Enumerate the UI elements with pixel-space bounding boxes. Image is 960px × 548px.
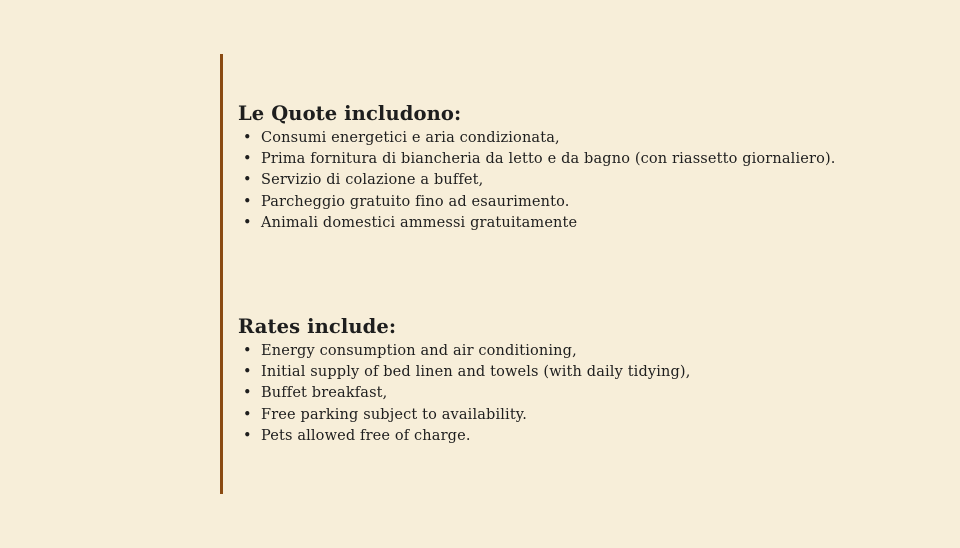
bullet-icon: •: [243, 406, 252, 423]
list-item-text: Initial supply of bed linen and towels (with daily tidying),: [261, 364, 691, 381]
english-rates-section: [238, 314, 898, 447]
bullet-icon: •: [243, 214, 252, 231]
list-item: [238, 128, 898, 149]
list-item-text: Buffet breakfast,: [261, 385, 388, 402]
italian-rates-section: [238, 101, 898, 234]
list-item-text: Parcheggio gratuito fino ad esaurimento.: [261, 193, 570, 210]
english-inclusions-list: [238, 341, 898, 447]
list-item-text: Servizio di colazione a buffet,: [261, 172, 484, 189]
list-item: [238, 405, 898, 426]
list-item-text: Pets allowed free of charge.: [261, 427, 471, 444]
list-item-text: Prima fornitura di biancheria da letto e da bagno (con riassetto giornaliero).: [261, 151, 836, 168]
list-item: [238, 341, 898, 362]
bullet-icon: •: [243, 343, 252, 359]
accent-divider-bar: [220, 54, 223, 494]
list-item: [238, 362, 898, 383]
list-item: [238, 192, 898, 213]
list-item: [238, 170, 898, 191]
list-item: [238, 383, 898, 404]
bullet-icon: •: [243, 130, 252, 146]
english-heading: Rates include:: [238, 315, 397, 338]
bullet-icon: •: [243, 172, 252, 189]
bullet-icon: •: [243, 385, 252, 402]
italian-inclusions-list: [238, 128, 898, 234]
list-item: [238, 213, 898, 234]
list-item-text: Consumi energetici e aria condizionata,: [261, 130, 560, 146]
bullet-icon: •: [243, 427, 252, 444]
list-item: [238, 149, 898, 170]
italian-heading: Le Quote includono:: [238, 102, 462, 125]
bullet-icon: •: [243, 364, 252, 381]
list-item: [238, 426, 898, 447]
list-item-text: Energy consumption and air conditioning,: [261, 343, 577, 359]
bullet-icon: •: [243, 151, 252, 168]
list-item-text: Free parking subject to availability.: [261, 406, 527, 423]
bullet-icon: •: [243, 193, 252, 210]
list-item-text: Animali domestici ammessi gratuitamente: [261, 214, 578, 231]
